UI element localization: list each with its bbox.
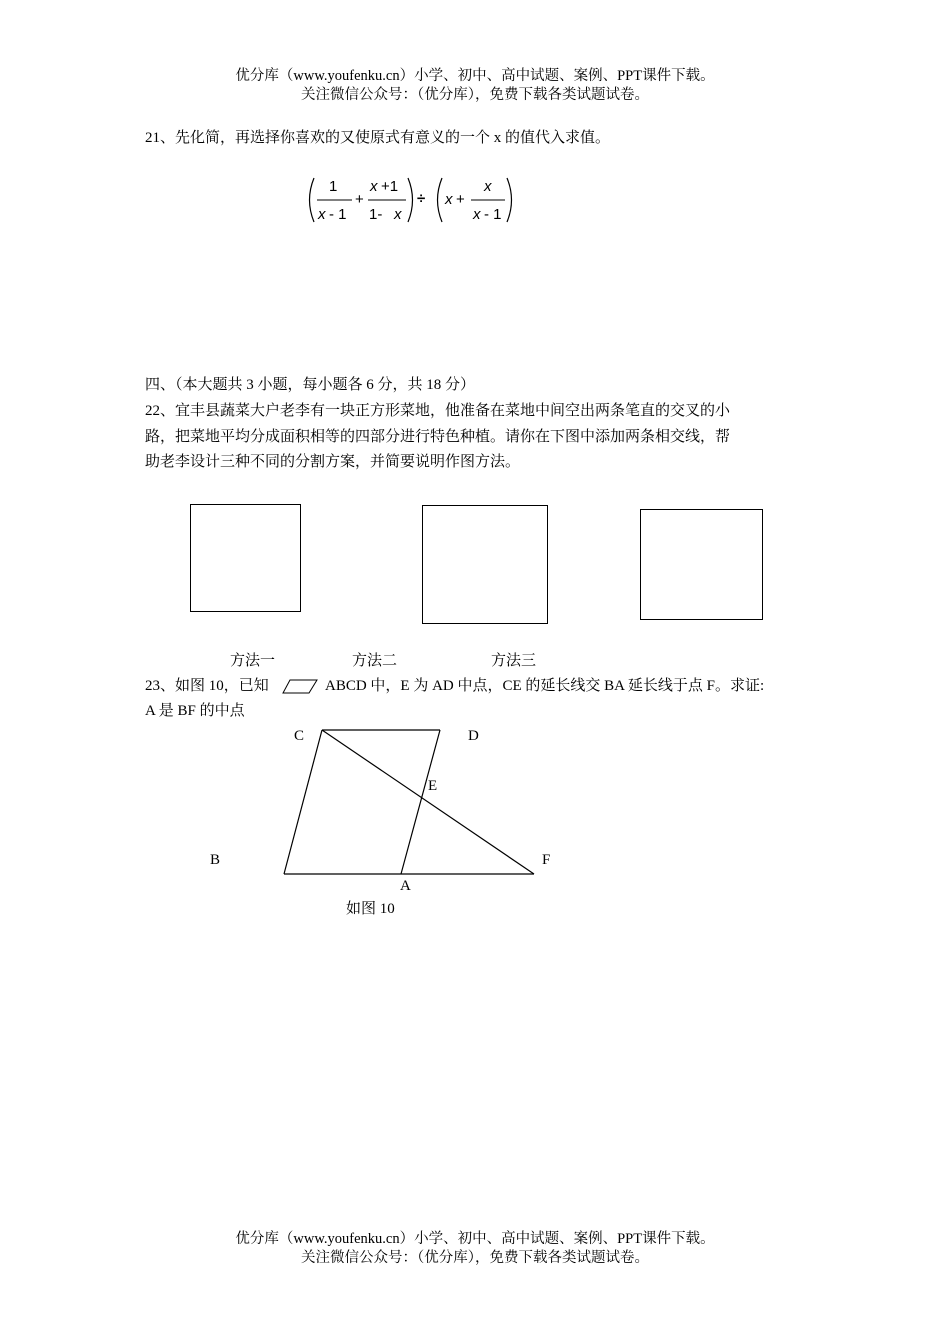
q23-line-1-a: 23、如图 10，已知 [145, 678, 269, 694]
f2-denominator-rest: 1- [369, 206, 383, 223]
q22-line-2: 路，把菜地平均分成面积相等的四部分进行特色种植。请你在下图中添加两条相交线，帮 [145, 429, 731, 445]
q23-line-2: A 是 BF 的中点 [145, 703, 245, 719]
divide-sign: ÷ [417, 190, 426, 207]
square-method-2 [422, 505, 548, 624]
f1-denominator-rest: - 1 [329, 206, 347, 223]
square-method-3 [640, 509, 763, 620]
figure-10 [200, 720, 560, 920]
f1-numerator: 1 [329, 178, 338, 195]
section-4-heading: 四、（本大题共 3 小题，每小题各 6 分，共 18 分） [145, 377, 476, 393]
q22-line-1: 22、宜丰县蔬菜大户老李有一块正方形菜地，他准备在菜地中间空出两条笔直的交叉的小 [145, 403, 731, 419]
parallelogram-symbol-icon [282, 679, 318, 695]
f1-denominator-x: x [318, 206, 326, 223]
left-paren-1 [310, 178, 315, 222]
f2-denominator-x: x [394, 206, 402, 223]
label-F: F [542, 852, 551, 868]
f3-denominator-rest: - 1 [484, 206, 502, 223]
footer-line-1: 优分库（www.youfenku.cn）小学、初中、高中试题、案例、PPT课件下载。 [235, 1231, 715, 1247]
x-term: x [445, 191, 453, 208]
f2-numerator-x: x [370, 178, 378, 195]
label-A: A [400, 878, 411, 894]
header-line-1: 优分库（www.youfenku.cn）小学、初中、高中试题、案例、PPT课件下载。 [235, 68, 715, 84]
label-E: E [428, 778, 438, 794]
q22-line-3: 助老李设计三种不同的分割方案，并简要说明作图方法。 [145, 454, 521, 470]
segment-CB [284, 730, 322, 874]
plus-sign-1: + [355, 191, 364, 208]
segment-DA [401, 730, 440, 874]
footer-line-2: 关注微信公众号：（优分库），免费下载各类试题试卷。 [301, 1250, 649, 1266]
segment-CF [322, 730, 534, 874]
square-method-1 [190, 504, 301, 612]
method-3-label: 方法三 [491, 653, 537, 669]
right-paren-2 [507, 178, 512, 222]
method-1-label: 方法一 [230, 653, 276, 669]
method-2-label: 方法二 [352, 653, 398, 669]
label-B: B [210, 852, 221, 868]
q23-line-1-b: ABCD 中，E 为 AD 中点，CE 的延长线交 BA 延长线于点 F。求证: [325, 678, 765, 694]
f3-numerator: x [484, 178, 492, 195]
label-C: C [294, 728, 305, 744]
right-paren-1 [408, 178, 413, 222]
figure-10-caption: 如图 10 [346, 901, 395, 917]
f3-denominator-x: x [473, 206, 481, 223]
f2-numerator-rest: +1 [381, 178, 399, 195]
plus-sign-2: + [456, 191, 465, 208]
q21-text: 21、先化简，再选择你喜欢的又使原式有意义的一个 x 的值代入求值。 [145, 130, 611, 146]
left-paren-2 [438, 178, 443, 222]
label-D: D [468, 728, 479, 744]
header-line-2: 关注微信公众号：（优分库），免费下载各类试题试卷。 [301, 87, 649, 103]
